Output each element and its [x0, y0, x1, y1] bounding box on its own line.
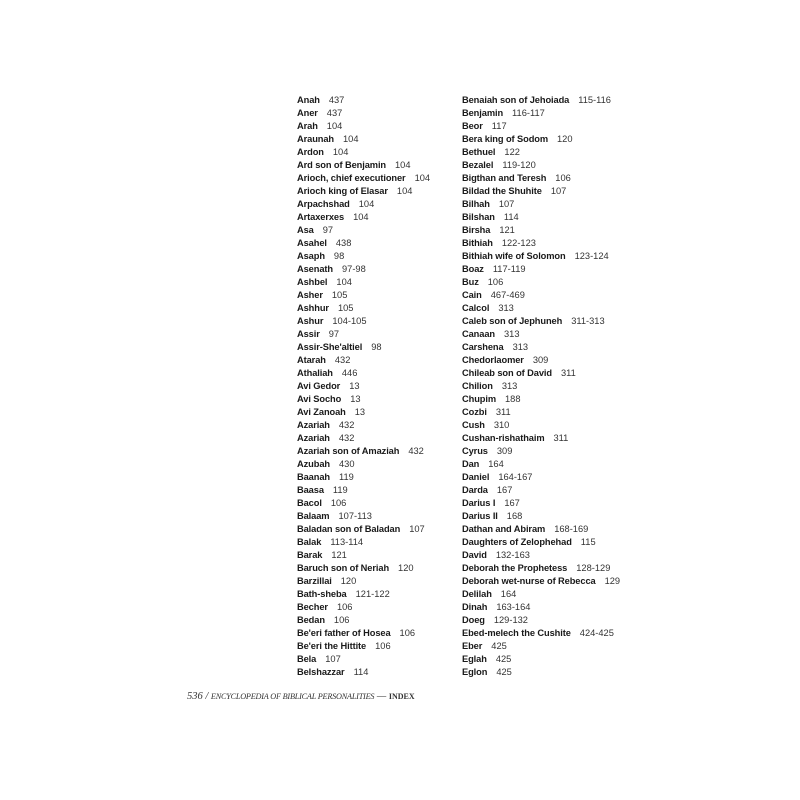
entry-pages: 106: [333, 615, 350, 625]
entry-name: Be'eri the Hittite: [297, 641, 367, 651]
entry-pages: 128-129: [576, 563, 611, 573]
index-entry: [462, 380, 620, 393]
entry-name: Bela: [297, 654, 317, 664]
index-entry: [462, 549, 620, 562]
entry-pages: 107-113: [338, 511, 372, 521]
index-entry: [297, 198, 430, 211]
entry-pages: 163-164: [496, 602, 531, 612]
index-column-right: [462, 94, 620, 679]
index-entry: [462, 120, 620, 133]
entry-name: Bacol: [297, 498, 322, 508]
entry-name: Eber: [462, 641, 483, 651]
entry-pages: 438: [335, 238, 352, 248]
entry-pages: 446: [341, 368, 358, 378]
entry-name: Darius I: [462, 498, 496, 508]
entry-pages: 104: [395, 160, 411, 170]
entry-name: Bedan: [297, 615, 325, 625]
index-entry: [462, 627, 620, 640]
entry-pages: 106: [330, 498, 347, 508]
entry-pages: 121-122: [355, 589, 390, 599]
entry-pages: 107: [498, 199, 515, 209]
index-entry: [462, 172, 620, 185]
index-entry: [297, 354, 430, 367]
index-entry: [462, 107, 620, 120]
index-entry: [297, 328, 430, 341]
entry-name: Avi Gedor: [297, 381, 341, 391]
entry-name: Beor: [462, 121, 483, 131]
index-entry: [462, 185, 620, 198]
index-entry: [462, 484, 620, 497]
entry-name: David: [462, 550, 487, 560]
footer-separator: /: [205, 691, 209, 702]
index-entry: [297, 224, 430, 237]
index-entry: [462, 445, 620, 458]
index-entry: [462, 458, 620, 471]
entry-pages: 309: [532, 355, 549, 365]
index-entry: [462, 393, 620, 406]
entry-name: Avi Zanoah: [297, 407, 346, 417]
entry-name: Bath-sheba: [297, 589, 347, 599]
index-entry: [297, 341, 430, 354]
entry-name: Balak: [297, 537, 322, 547]
entry-pages: 122: [504, 147, 520, 157]
entry-name: Bithiah: [462, 238, 493, 248]
index-entry: [297, 497, 430, 510]
entry-name: Baruch son of Neriah: [297, 563, 390, 573]
index-entry: [297, 237, 430, 250]
entry-pages: 120: [340, 576, 357, 586]
index-entry: [297, 315, 430, 328]
index-entry: [462, 666, 620, 679]
entry-pages: 311-313: [571, 316, 605, 326]
entry-name: Bilshan: [462, 212, 495, 222]
entry-pages: 121: [499, 225, 515, 235]
entry-name: Ard son of Benjamin: [297, 160, 387, 170]
index-entry: [462, 159, 620, 172]
entry-pages: 104: [336, 277, 352, 287]
page-footer: [187, 691, 415, 702]
entry-pages: 432: [408, 446, 424, 456]
index-entry: [462, 250, 620, 263]
entry-pages: 106: [487, 277, 504, 287]
index-entry: [297, 419, 430, 432]
index-entry: [462, 614, 620, 627]
entry-name: Deborah the Prophetess: [462, 563, 568, 573]
entry-pages: 432: [338, 420, 355, 430]
entry-pages: 425: [496, 667, 512, 677]
entry-name: Ashhur: [297, 303, 329, 313]
index-entry: [462, 497, 620, 510]
index-entry: [297, 614, 430, 627]
index-entry: [297, 536, 430, 549]
entry-pages: 168: [506, 511, 523, 521]
entry-pages: 98: [371, 342, 382, 352]
section-title: INDEX: [388, 692, 415, 701]
entry-pages: 167: [504, 498, 520, 508]
index-entry: [297, 211, 430, 224]
entry-pages: 437: [326, 108, 343, 118]
index-entry: [462, 276, 620, 289]
entry-name: Azariah: [297, 420, 330, 430]
entry-pages: 425: [491, 641, 507, 651]
entry-pages: 432: [334, 355, 351, 365]
entry-name: Arioch, chief executioner: [297, 173, 406, 183]
book-title: ENCYCLOPEDIA OF BIBLICAL PERSONALITIES: [210, 692, 375, 701]
index-entry: [297, 471, 430, 484]
entry-name: Ebed-melech the Cushite: [462, 628, 571, 638]
index-entry: [297, 289, 430, 302]
index-column-left: [297, 94, 430, 679]
entry-name: Azubah: [297, 459, 330, 469]
entry-pages: 309: [496, 446, 513, 456]
entry-pages: 120: [557, 134, 573, 144]
entry-pages: 104: [332, 147, 349, 157]
index-entry: [297, 393, 430, 406]
entry-pages: 164: [488, 459, 504, 469]
entry-name: Dan: [462, 459, 480, 469]
entry-name: Cozbi: [462, 407, 487, 417]
index-entry: [462, 367, 620, 380]
entry-pages: 114: [353, 667, 369, 677]
index-entry: [297, 406, 430, 419]
entry-name: Arah: [297, 121, 318, 131]
index-entry: [297, 562, 430, 575]
index-entry: [462, 536, 620, 549]
entry-pages: 115: [580, 537, 596, 547]
entry-pages: 97-98: [341, 264, 366, 274]
entry-pages: 106: [555, 173, 571, 183]
entry-pages: 119-120: [502, 160, 536, 170]
footer-dash: —: [376, 691, 387, 702]
index-entry: [297, 133, 430, 146]
entry-pages: 106: [336, 602, 353, 612]
entry-name: Asher: [297, 290, 323, 300]
index-entry: [462, 237, 620, 250]
entry-name: Cush: [462, 420, 485, 430]
index-entry: [462, 601, 620, 614]
index-entry: [462, 653, 620, 666]
entry-pages: 313: [501, 381, 518, 391]
entry-pages: 104-105: [332, 316, 367, 326]
entry-pages: 129-132: [493, 615, 528, 625]
index-entry: [462, 198, 620, 211]
entry-pages: 104: [414, 173, 431, 183]
entry-pages: 123-124: [574, 251, 609, 261]
entry-pages: 104: [358, 199, 375, 209]
entry-name: Benaiah son of Jehoiada: [462, 95, 570, 105]
entry-name: Canaan: [462, 329, 495, 339]
entry-pages: 13: [349, 381, 360, 391]
entry-pages: 168-169: [554, 524, 589, 534]
entry-name: Deborah wet-nurse of Rebecca: [462, 576, 596, 586]
index-entry: [462, 133, 620, 146]
index-entry: [462, 510, 620, 523]
entry-name: Chupim: [462, 394, 497, 404]
index-entry: [297, 484, 430, 497]
entry-name: Azariah son of Amaziah: [297, 446, 400, 456]
entry-pages: 117: [491, 121, 507, 131]
index-entry: [297, 107, 430, 120]
entry-name: Cyrus: [462, 446, 488, 456]
index-entry: [297, 575, 430, 588]
index-entry: [297, 640, 430, 653]
entry-pages: 121: [331, 550, 347, 560]
entry-name: Ardon: [297, 147, 324, 157]
entry-name: Chileab son of David: [462, 368, 552, 378]
index-entry: [297, 432, 430, 445]
entry-name: Bildad the Shuhite: [462, 186, 542, 196]
entry-pages: 164: [500, 589, 517, 599]
entry-name: Cain: [462, 290, 482, 300]
index-entry: [297, 380, 430, 393]
entry-name: Assir: [297, 329, 320, 339]
entry-name: Artaxerxes: [297, 212, 345, 222]
index-entry: [462, 341, 620, 354]
entry-pages: 107: [325, 654, 341, 664]
index-entry: [297, 185, 430, 198]
entry-pages: 117-119: [492, 264, 526, 274]
entry-pages: 107: [550, 186, 567, 196]
entry-pages: 313: [498, 303, 514, 313]
entry-pages: 115-116: [578, 95, 611, 105]
entry-name: Carshena: [462, 342, 504, 352]
index-entry: [462, 315, 620, 328]
entry-pages: 104: [343, 134, 359, 144]
entry-pages: 432: [338, 433, 355, 443]
index-entry: [462, 640, 620, 653]
index-entry: [462, 562, 620, 575]
index-entry: [297, 367, 430, 380]
entry-name: Baasa: [297, 485, 324, 495]
entry-name: Ashbel: [297, 277, 328, 287]
entry-name: Calcol: [462, 303, 490, 313]
entry-name: Darius II: [462, 511, 498, 521]
entry-name: Asaph: [297, 251, 325, 261]
index-entry: [297, 458, 430, 471]
entry-name: Balaam: [297, 511, 330, 521]
index-entry: [462, 302, 620, 315]
entry-pages: 104: [326, 121, 343, 131]
entry-name: Asenath: [297, 264, 333, 274]
index-entry: [297, 120, 430, 133]
entry-pages: 119: [332, 485, 348, 495]
entry-name: Dinah: [462, 602, 488, 612]
entry-name: Azariah: [297, 433, 330, 443]
entry-pages: 467-469: [490, 290, 525, 300]
index-entry: [297, 666, 430, 679]
entry-pages: 167: [496, 485, 513, 495]
entry-name: Bilhah: [462, 199, 490, 209]
entry-pages: 311: [495, 407, 511, 417]
entry-name: Buz: [462, 277, 479, 287]
index-entry: [462, 146, 620, 159]
entry-name: Asahel: [297, 238, 327, 248]
entry-name: Aner: [297, 108, 318, 118]
entry-pages: 425: [495, 654, 512, 664]
entry-pages: 313: [503, 329, 520, 339]
entry-pages: 132-163: [495, 550, 530, 560]
entry-name: Benjamin: [462, 108, 504, 118]
entry-pages: 105: [337, 303, 354, 313]
entry-pages: 188: [505, 394, 521, 404]
entry-name: Asa: [297, 225, 314, 235]
index-entry: [297, 445, 430, 458]
entry-name: Athaliah: [297, 368, 333, 378]
index-entry: [297, 549, 430, 562]
entry-pages: 119: [338, 472, 354, 482]
index-entry: [462, 419, 620, 432]
index-entry: [462, 289, 620, 302]
entry-pages: 106: [375, 641, 391, 651]
index-entry: [297, 523, 430, 536]
index-entry: [297, 159, 430, 172]
entry-name: Baanah: [297, 472, 330, 482]
entry-name: Doeg: [462, 615, 485, 625]
index-entry: [462, 94, 620, 107]
entry-pages: 122-123: [501, 238, 536, 248]
entry-name: Delilah: [462, 589, 492, 599]
index-entry: [462, 471, 620, 484]
entry-pages: 13: [354, 407, 366, 417]
entry-pages: 310: [493, 420, 510, 430]
entry-pages: 97: [328, 329, 340, 339]
index-entry: [297, 601, 430, 614]
index-entry: [297, 94, 430, 107]
entry-name: Bethuel: [462, 147, 496, 157]
entry-name: Darda: [462, 485, 488, 495]
entry-name: Becher: [297, 602, 328, 612]
entry-pages: 437: [328, 95, 345, 105]
index-entry: [462, 588, 620, 601]
entry-name: Bera king of Sodom: [462, 134, 549, 144]
entry-pages: 106: [399, 628, 416, 638]
entry-name: Arpachshad: [297, 199, 350, 209]
entry-name: Chilion: [462, 381, 493, 391]
index-entry: [297, 146, 430, 159]
entry-pages: 313: [512, 342, 529, 352]
index-entry: [297, 172, 430, 185]
entry-pages: 430: [338, 459, 355, 469]
index-entry: [462, 328, 620, 341]
entry-name: Birsha: [462, 225, 491, 235]
entry-name: Caleb son of Jephuneh: [462, 316, 563, 326]
entry-name: Bezalel: [462, 160, 494, 170]
entry-pages: 104: [396, 186, 413, 196]
index-entry: [297, 510, 430, 523]
index-entry: [297, 653, 430, 666]
index-entry: [297, 263, 430, 276]
entry-name: Arioch king of Elasar: [297, 186, 388, 196]
index-entry: [297, 302, 430, 315]
page-number: 536: [187, 691, 203, 702]
entry-name: Bigthan and Teresh: [462, 173, 547, 183]
index-entry: [462, 432, 620, 445]
entry-name: Chedorlaomer: [462, 355, 524, 365]
entry-pages: 311: [553, 433, 569, 443]
entry-pages: 120: [398, 563, 414, 573]
entry-name: Anah: [297, 95, 320, 105]
entry-name: Avi Socho: [297, 394, 342, 404]
index-entry: [462, 211, 620, 224]
index-entry: [462, 354, 620, 367]
index-entry: [462, 575, 620, 588]
entry-name: Dathan and Abiram: [462, 524, 546, 534]
index-entry: [462, 523, 620, 536]
entry-name: Ashur: [297, 316, 324, 326]
entry-pages: 104: [353, 212, 369, 222]
entry-name: Assir-She'altiel: [297, 342, 363, 352]
entry-name: Cushan-rishathaim: [462, 433, 545, 443]
entry-pages: 97: [322, 225, 334, 235]
entry-pages: 105: [331, 290, 348, 300]
entry-pages: 311: [560, 368, 576, 378]
entry-pages: 107: [409, 524, 425, 534]
entry-pages: 113-114: [330, 537, 364, 547]
entry-name: Eglah: [462, 654, 487, 664]
entry-pages: 114: [503, 212, 519, 222]
index-entry: [297, 588, 430, 601]
entry-pages: 164-167: [498, 472, 533, 482]
entry-name: Baladan son of Baladan: [297, 524, 401, 534]
index-entry: [462, 263, 620, 276]
entry-name: Daniel: [462, 472, 490, 482]
entry-pages: 13: [350, 394, 361, 404]
index-entry: [462, 406, 620, 419]
entry-name: Araunah: [297, 134, 335, 144]
entry-name: Barak: [297, 550, 323, 560]
index-entry: [297, 276, 430, 289]
entry-name: Daughters of Zelophehad: [462, 537, 572, 547]
entry-pages: 424-425: [579, 628, 614, 638]
entry-name: Belshazzar: [297, 667, 345, 677]
entry-name: Barzillai: [297, 576, 332, 586]
entry-name: Boaz: [462, 264, 484, 274]
entry-name: Be'eri father of Hosea: [297, 628, 391, 638]
index-entry: [297, 250, 430, 263]
entry-name: Bithiah wife of Solomon: [462, 251, 566, 261]
entry-name: Atarah: [297, 355, 326, 365]
index-entry: [297, 627, 430, 640]
entry-pages: 129: [604, 576, 621, 586]
entry-pages: 98: [333, 251, 345, 261]
entry-name: Eglon: [462, 667, 488, 677]
entry-pages: 116-117: [512, 108, 545, 118]
index-entry: [462, 224, 620, 237]
